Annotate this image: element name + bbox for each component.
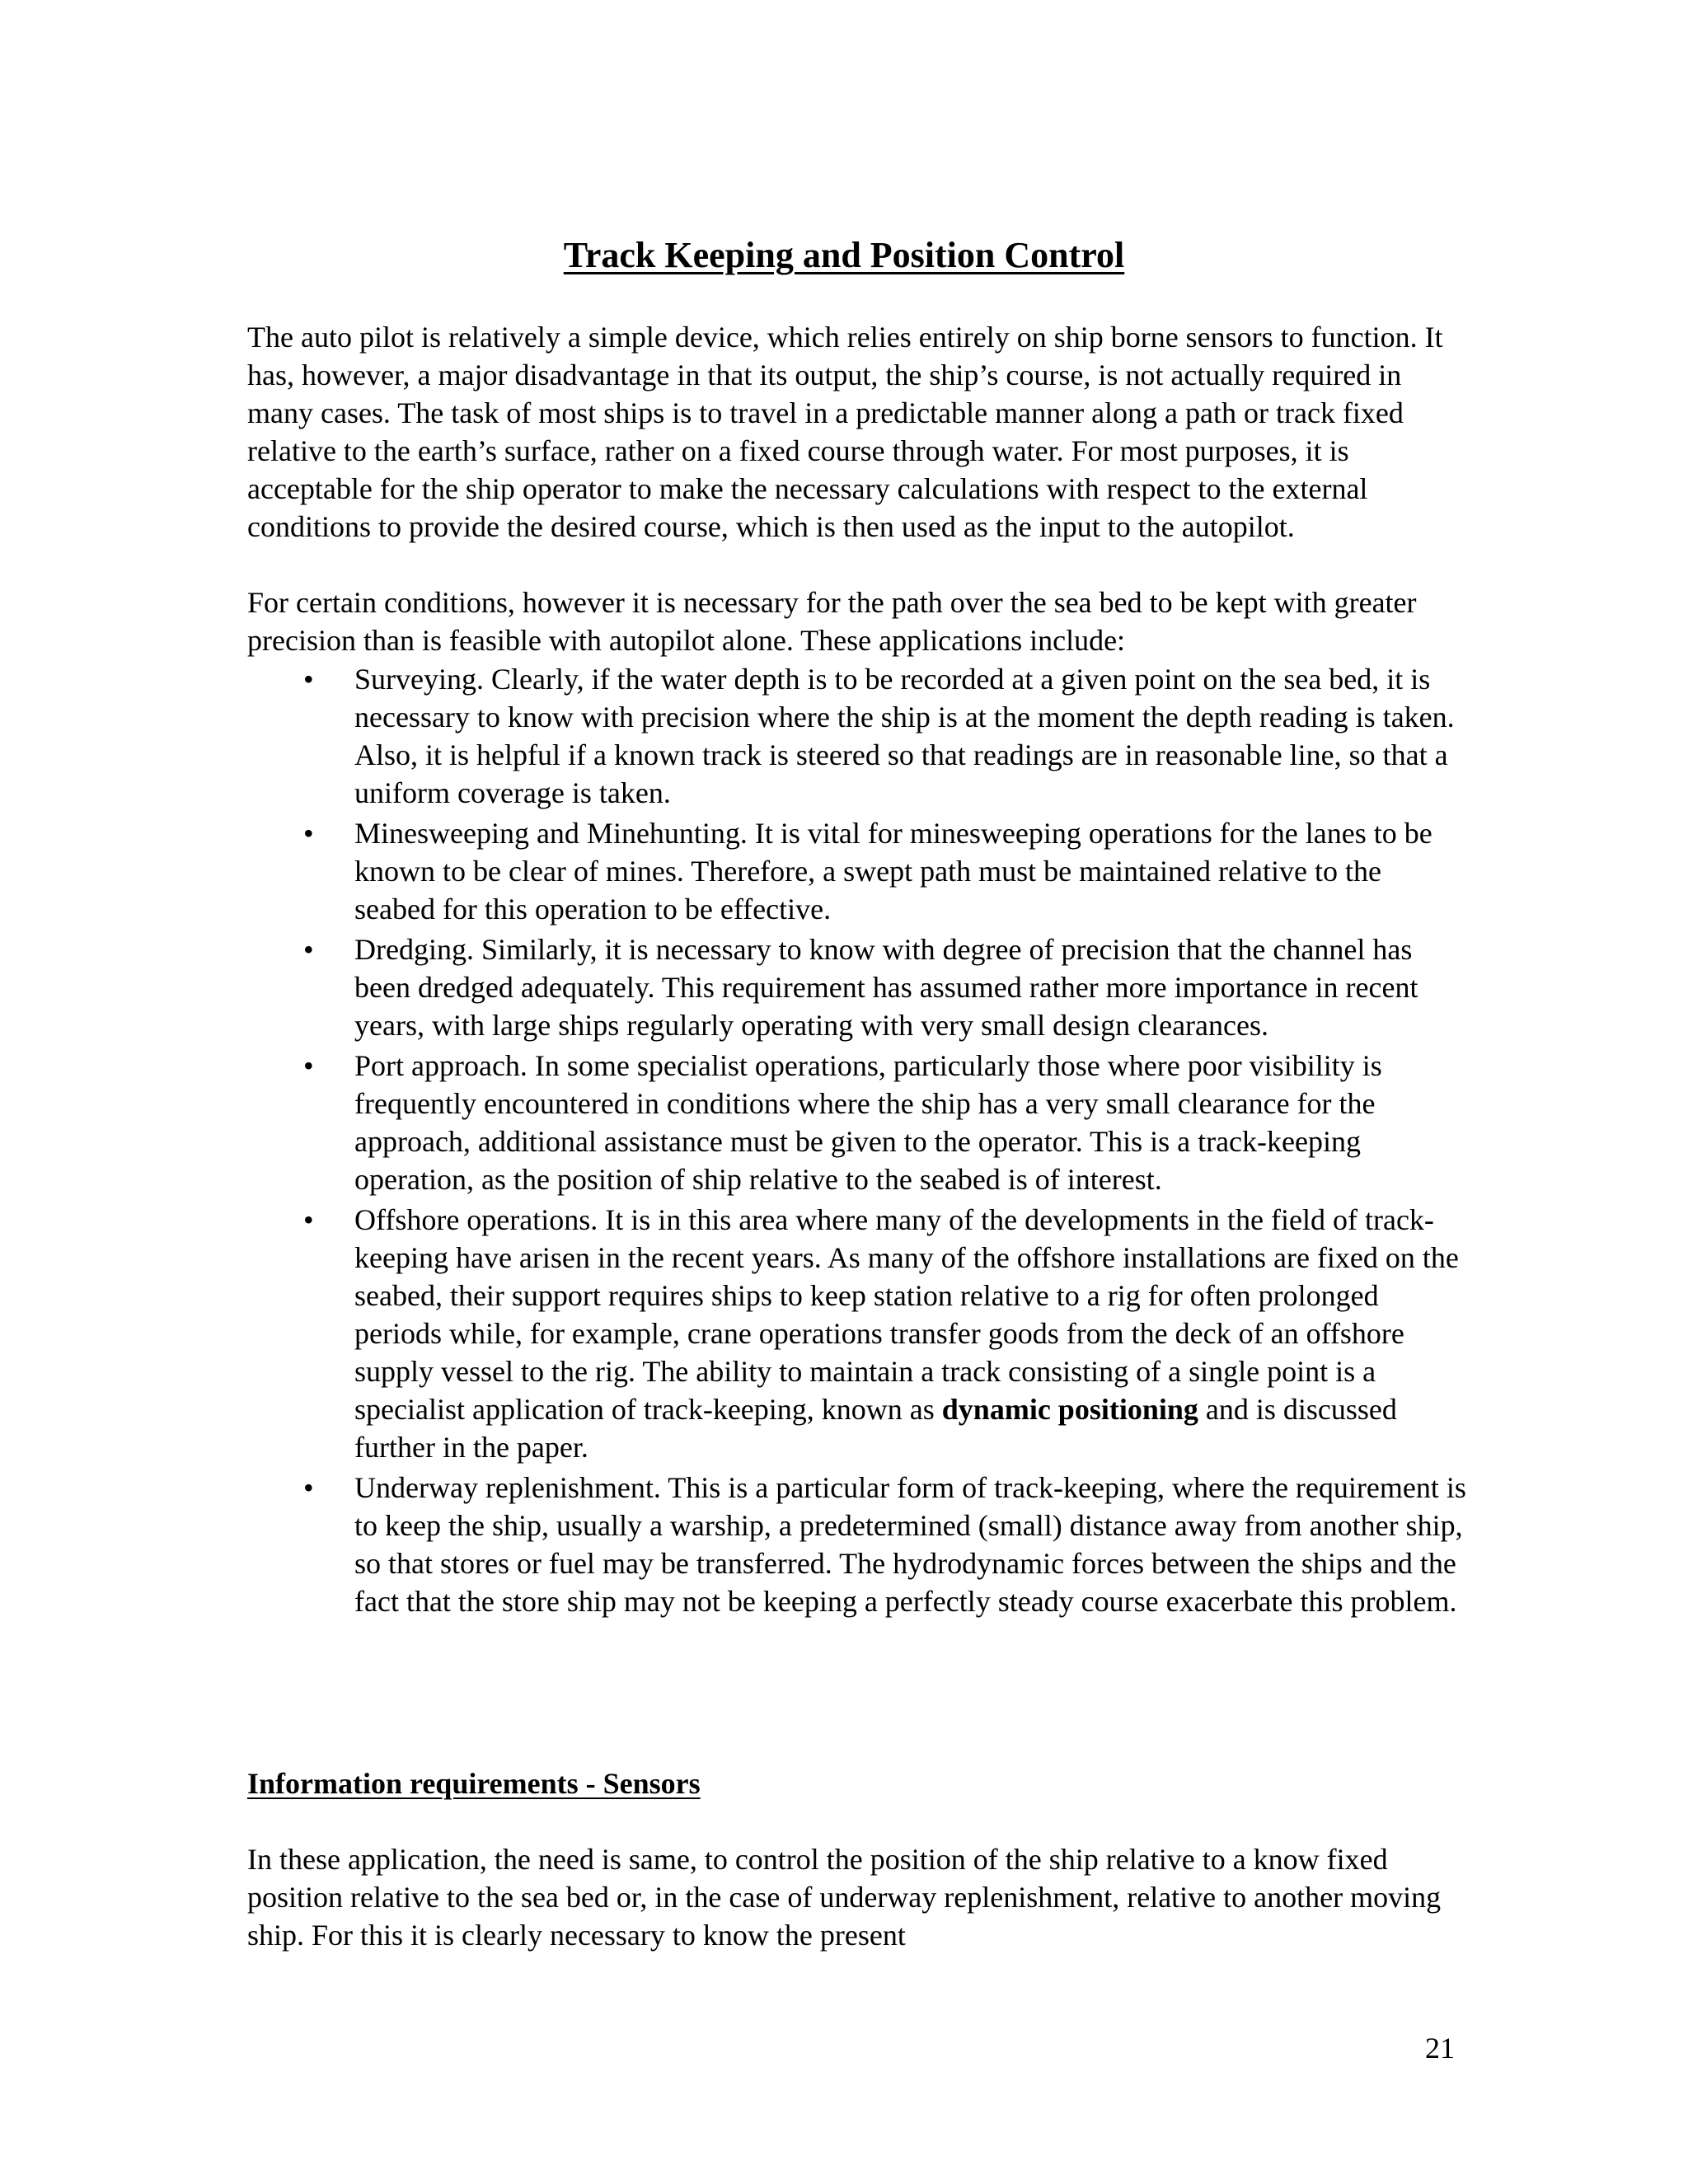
applications-list [247, 660, 1467, 1623]
list-item-dredging [247, 930, 1467, 1044]
list-item-surveying [247, 660, 1467, 812]
list-item-offshore-operations [247, 1201, 1467, 1466]
intro-paragraph: The auto pilot is relatively a simple device, which relies entirely on ship borne sensors to function. It has, however, a major disadvantage in that its output, the ship’s course, is not actually required in many cases. The task of most ships is to travel in a predictable manner along a path or track fixed relative to the earth’s surface, rather on a fixed course through water. For most purposes, it is acceptable for the ship operator to make the necessary calculations with respect to the external conditions to provide the desired course, which is then used as the input to the autopilot. [247, 321, 1443, 543]
page-number: 21 [1425, 2032, 1455, 2064]
sensors-paragraph: In these application, the need is same, to control the position of the ship relative to a know fixed position relative to the sea bed or, in the case of underway replenishment, relative to another moving ship. For this it is clearly necessary to know the present [247, 1843, 1442, 1952]
page-title: Track Keeping and Position Control [563, 235, 1125, 275]
list-item-text: Dredging. Similarly, it is necessary to know with degree of precision that the channel has been dredged adequately. This requirement has assumed rather more importance in recent years, with large ships regularly operating with very small design clearances. [354, 933, 1418, 1042]
bullet-icon: • [303, 1049, 314, 1082]
list-item-text-after: and is discussed further in the paper. [354, 1393, 1397, 1464]
list-item-minesweeping [247, 814, 1467, 928]
bullet-icon: • [303, 1203, 314, 1236]
bullet-icon: • [303, 933, 314, 966]
list-item-text: Surveying. Clearly, if the water depth is to be recorded at a given point on the sea bed, it is necessary to know with precision where the ship is at the moment the depth reading is taken. Also, it is helpful if a known track is steered so that readings are in reasonable line, so that a uniform coverage is taken. [354, 663, 1455, 809]
bullet-icon: • [303, 1471, 314, 1504]
list-item-text: Port approach. In some specialist operations, particularly those where poor visibility is frequently encountered in conditions where the ship has a very small clearance for the approach, additional assistance must be given to the operator. This is a track-keeping operation, as the position of ship relative to the seabed is of interest. [354, 1049, 1382, 1196]
list-item-port-approach [247, 1047, 1467, 1198]
dynamic-positioning-term: dynamic positioning [941, 1393, 1198, 1426]
section-heading: Information requirements - Sensors [247, 1767, 701, 1800]
bullet-icon: • [303, 817, 314, 850]
list-item-text: Underway replenishment. This is a particular form of track-keeping, where the requirement is to keep the ship, usually a warship, a predetermined (small) distance away from another ship, so that stores or fuel may be transferred. The hydrodynamic forces between the ships and the fact that the store ship may not be keeping a perfectly steady course exacerbate this problem. [354, 1471, 1466, 1618]
list-item-underway-replenishment [247, 1469, 1467, 1620]
conditions-paragraph: For certain conditions, however it is necessary for the path over the sea bed to be kept with greater precision than is feasible with autopilot alone. These applications include: [247, 586, 1417, 657]
bullet-icon: • [303, 663, 314, 696]
list-item-text: Minesweeping and Minehunting. It is vital for minesweeping operations for the lanes to be known to be clear of mines. Therefore, a swept path must be maintained relative to the seabed for this operation to be effective. [354, 817, 1432, 926]
list-item-text-before: Offshore operations. It is in this area where many of the developments in the field of track-keeping have arisen in the recent years. As many of the offshore installations are fixed on the seabed, their support requires ships to keep station relative to a rig for often prolonged periods while, for example, crane operations transfer goods from the deck of an offshore supply vessel to the rig. The ability to maintain a track consisting of a single point is a specialist application of track-keeping, known as [354, 1203, 1459, 1426]
